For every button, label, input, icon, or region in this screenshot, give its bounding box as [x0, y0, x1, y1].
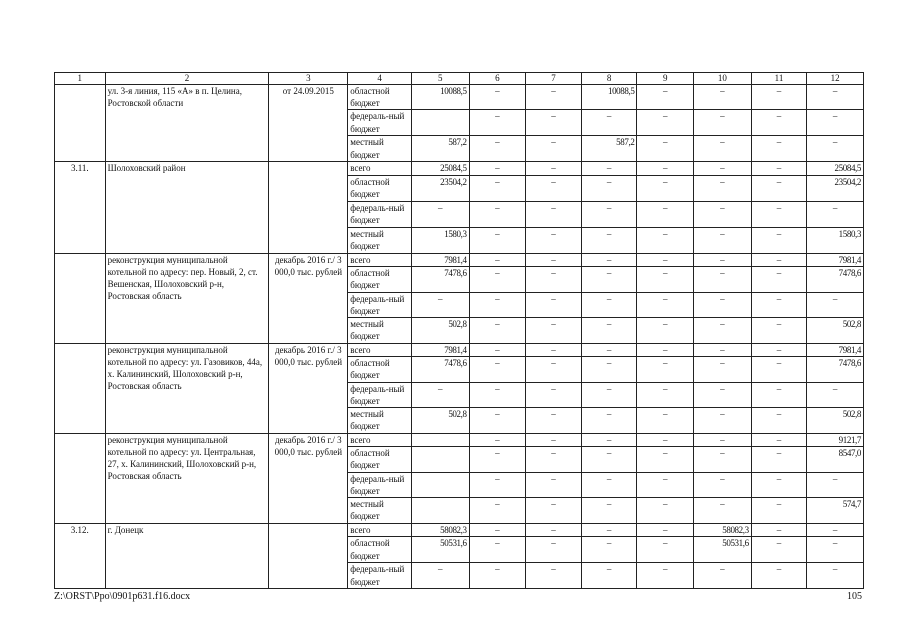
value-cell: –: [526, 433, 582, 446]
budget-table: [54, 72, 864, 589]
value-cell: –: [526, 472, 582, 497]
file-path: Z:\ORST\Ppo\0901p631.f16.docx: [54, 591, 191, 602]
value-cell: –: [637, 110, 694, 136]
funding-source: областной бюджет: [348, 356, 412, 382]
value-cell: 7478,6: [411, 266, 469, 292]
value-cell: 587,2: [411, 136, 469, 162]
value-cell: –: [751, 382, 807, 407]
column-number: 8: [581, 73, 637, 85]
value-cell: –: [807, 85, 864, 110]
value-cell: –: [694, 472, 752, 497]
value-cell: –: [694, 446, 752, 472]
value-cell: –: [469, 110, 526, 136]
value-cell: –: [637, 162, 694, 175]
value-cell: 9121,7: [807, 433, 864, 446]
value-cell: –: [469, 253, 526, 266]
value-cell: –: [807, 136, 864, 162]
column-number: 2: [105, 73, 269, 85]
value-cell: –: [526, 253, 582, 266]
value-cell: –: [581, 292, 637, 317]
value-cell: –: [694, 318, 752, 343]
value-cell: –: [469, 343, 526, 356]
deadline-cell: декабрь 2016 г./ 3 000,0 тыс. рублей: [269, 253, 348, 343]
value-cell: –: [469, 382, 526, 407]
value-cell: –: [751, 433, 807, 446]
funding-source: всего: [348, 162, 412, 175]
object-name: г. Донецк: [105, 524, 269, 589]
value-cell: –: [469, 537, 526, 563]
value-cell: –: [694, 175, 752, 201]
value-cell: –: [637, 524, 694, 537]
funding-source: местный бюджет: [348, 227, 412, 253]
value-cell: 7478,6: [807, 266, 864, 292]
value-cell: –: [637, 498, 694, 524]
value-cell: –: [469, 266, 526, 292]
value-cell: –: [581, 175, 637, 201]
value-cell: –: [751, 408, 807, 433]
value-cell: –: [637, 433, 694, 446]
value-cell: [411, 446, 469, 472]
value-cell: 50531,6: [694, 537, 752, 563]
funding-source: федераль-ный бюджет: [348, 110, 412, 136]
value-cell: –: [581, 253, 637, 266]
value-cell: 587,2: [581, 136, 637, 162]
value-cell: –: [469, 563, 526, 588]
value-cell: 25084,5: [411, 162, 469, 175]
object-name: реконструкция муниципальной котельной по адресу: ул. Центральная, 27, х. Калининский, Шолоховский р-н, Ростовская область: [105, 433, 269, 524]
funding-source: федераль-ный бюджет: [348, 563, 412, 588]
column-number: 12: [807, 73, 864, 85]
value-cell: –: [751, 85, 807, 110]
value-cell: –: [637, 382, 694, 407]
value-cell: –: [637, 318, 694, 343]
object-name: реконструкция муниципальной котельной по адресу: пер. Новый, 2, ст. Вешенская, Шолоховский р-н, Ростовская область: [105, 253, 269, 343]
value-cell: –: [807, 201, 864, 227]
value-cell: –: [581, 382, 637, 407]
value-cell: –: [526, 318, 582, 343]
value-cell: –: [581, 472, 637, 497]
funding-source: федераль-ный бюджет: [348, 472, 412, 497]
value-cell: –: [637, 253, 694, 266]
value-cell: 7981,4: [411, 343, 469, 356]
value-cell: –: [637, 446, 694, 472]
value-cell: –: [526, 110, 582, 136]
column-number: 9: [637, 73, 694, 85]
item-number: [55, 433, 106, 524]
value-cell: [411, 110, 469, 136]
value-cell: –: [694, 343, 752, 356]
funding-source: местный бюджет: [348, 136, 412, 162]
value-cell: –: [694, 110, 752, 136]
object-name: ул. 3-я линия, 115 «А» в п. Целина, Ростовской области: [105, 85, 269, 162]
value-cell: –: [694, 433, 752, 446]
object-name: Шолоховский район: [105, 162, 269, 253]
value-cell: –: [807, 537, 864, 563]
value-cell: 502,8: [807, 318, 864, 343]
funding-source: областной бюджет: [348, 266, 412, 292]
value-cell: –: [751, 524, 807, 537]
value-cell: –: [637, 175, 694, 201]
funding-source: федераль-ный бюджет: [348, 292, 412, 317]
value-cell: –: [751, 266, 807, 292]
value-cell: –: [469, 292, 526, 317]
value-cell: –: [694, 498, 752, 524]
value-cell: –: [637, 227, 694, 253]
value-cell: –: [807, 110, 864, 136]
value-cell: –: [807, 382, 864, 407]
value-cell: –: [469, 136, 526, 162]
value-cell: –: [637, 266, 694, 292]
value-cell: –: [694, 563, 752, 588]
funding-source: областной бюджет: [348, 537, 412, 563]
value-cell: –: [751, 356, 807, 382]
column-number: 3: [269, 73, 348, 85]
table-row: [55, 433, 864, 446]
value-cell: 23504,2: [807, 175, 864, 201]
value-cell: –: [526, 408, 582, 433]
value-cell: –: [469, 175, 526, 201]
value-cell: –: [526, 201, 582, 227]
value-cell: –: [694, 136, 752, 162]
value-cell: –: [581, 433, 637, 446]
value-cell: –: [526, 356, 582, 382]
column-number: 6: [469, 73, 526, 85]
value-cell: –: [751, 227, 807, 253]
value-cell: 58082,3: [411, 524, 469, 537]
table-row: [55, 253, 864, 266]
value-cell: –: [469, 201, 526, 227]
value-cell: –: [411, 382, 469, 407]
value-cell: –: [637, 292, 694, 317]
value-cell: –: [637, 537, 694, 563]
deadline-cell: декабрь 2016 г./ 3 000,0 тыс. рублей: [269, 343, 348, 433]
deadline-cell: [269, 162, 348, 253]
value-cell: –: [751, 292, 807, 317]
value-cell: 10088,5: [411, 85, 469, 110]
column-number: 1: [55, 73, 106, 85]
value-cell: –: [581, 343, 637, 356]
funding-source: всего: [348, 253, 412, 266]
value-cell: –: [469, 85, 526, 110]
value-cell: –: [751, 318, 807, 343]
value-cell: 7981,4: [807, 343, 864, 356]
funding-source: федераль-ный бюджет: [348, 382, 412, 407]
value-cell: –: [469, 498, 526, 524]
value-cell: –: [637, 563, 694, 588]
value-cell: –: [637, 85, 694, 110]
value-cell: 502,8: [411, 318, 469, 343]
value-cell: –: [526, 266, 582, 292]
value-cell: –: [751, 110, 807, 136]
value-cell: –: [637, 408, 694, 433]
value-cell: –: [751, 136, 807, 162]
value-cell: –: [526, 524, 582, 537]
value-cell: –: [581, 408, 637, 433]
value-cell: –: [526, 537, 582, 563]
value-cell: –: [751, 498, 807, 524]
deadline-cell: декабрь 2016 г./ 3 000,0 тыс. рублей: [269, 433, 348, 524]
value-cell: –: [694, 162, 752, 175]
value-cell: –: [694, 266, 752, 292]
value-cell: –: [526, 382, 582, 407]
value-cell: –: [807, 292, 864, 317]
value-cell: –: [469, 227, 526, 253]
funding-source: местный бюджет: [348, 408, 412, 433]
value-cell: –: [581, 524, 637, 537]
value-cell: –: [807, 563, 864, 588]
item-number: [55, 85, 106, 162]
value-cell: –: [469, 408, 526, 433]
item-number: 3.11.: [55, 162, 106, 253]
value-cell: 7478,6: [807, 356, 864, 382]
value-cell: –: [694, 201, 752, 227]
value-cell: –: [694, 382, 752, 407]
value-cell: 7478,6: [411, 356, 469, 382]
value-cell: –: [526, 292, 582, 317]
value-cell: –: [807, 472, 864, 497]
funding-source: всего: [348, 524, 412, 537]
funding-source: областной бюджет: [348, 175, 412, 201]
value-cell: –: [751, 537, 807, 563]
value-cell: –: [581, 162, 637, 175]
value-cell: –: [694, 227, 752, 253]
funding-source: федераль-ный бюджет: [348, 201, 412, 227]
value-cell: 7981,4: [411, 253, 469, 266]
value-cell: –: [751, 175, 807, 201]
value-cell: –: [581, 201, 637, 227]
value-cell: 574,7: [807, 498, 864, 524]
value-cell: –: [526, 227, 582, 253]
value-cell: –: [694, 292, 752, 317]
value-cell: –: [694, 356, 752, 382]
funding-source: местный бюджет: [348, 318, 412, 343]
value-cell: 7981,4: [807, 253, 864, 266]
value-cell: –: [581, 266, 637, 292]
value-cell: –: [526, 136, 582, 162]
page-number: 105: [847, 591, 862, 602]
value-cell: –: [411, 201, 469, 227]
value-cell: –: [751, 446, 807, 472]
value-cell: –: [751, 472, 807, 497]
value-cell: –: [469, 472, 526, 497]
funding-source: областной бюджет: [348, 85, 412, 110]
table-row: [55, 524, 864, 537]
value-cell: –: [581, 227, 637, 253]
value-cell: –: [581, 537, 637, 563]
item-number: 3.12.: [55, 524, 106, 589]
value-cell: 10088,5: [581, 85, 637, 110]
value-cell: [411, 472, 469, 497]
value-cell: –: [469, 318, 526, 343]
value-cell: –: [807, 524, 864, 537]
value-cell: –: [751, 201, 807, 227]
value-cell: –: [751, 343, 807, 356]
object-name: реконструкция муниципальной котельной по адресу: ул. Газовиков, 44а, х. Калининский, Шолоховский р-н, Ростовская область: [105, 343, 269, 433]
table-row: [55, 85, 864, 110]
value-cell: –: [526, 162, 582, 175]
value-cell: –: [526, 446, 582, 472]
value-cell: 502,8: [411, 408, 469, 433]
column-number-row: [55, 73, 864, 85]
value-cell: –: [526, 498, 582, 524]
value-cell: 8547,0: [807, 446, 864, 472]
funding-source: всего: [348, 433, 412, 446]
value-cell: –: [581, 446, 637, 472]
value-cell: 58082,3: [694, 524, 752, 537]
value-cell: –: [637, 356, 694, 382]
value-cell: –: [469, 162, 526, 175]
value-cell: 1580,3: [411, 227, 469, 253]
value-cell: –: [469, 446, 526, 472]
value-cell: –: [526, 175, 582, 201]
column-number: 4: [348, 73, 412, 85]
value-cell: –: [526, 85, 582, 110]
value-cell: –: [751, 253, 807, 266]
value-cell: 502,8: [807, 408, 864, 433]
deadline-cell: [269, 524, 348, 589]
value-cell: 25084,5: [807, 162, 864, 175]
value-cell: [411, 433, 469, 446]
value-cell: –: [637, 343, 694, 356]
value-cell: 23504,2: [411, 175, 469, 201]
value-cell: 50531,6: [411, 537, 469, 563]
value-cell: –: [469, 524, 526, 537]
column-number: 7: [526, 73, 582, 85]
table-row: [55, 343, 864, 356]
value-cell: –: [411, 563, 469, 588]
value-cell: –: [581, 356, 637, 382]
funding-source: местный бюджет: [348, 498, 412, 524]
value-cell: –: [751, 563, 807, 588]
deadline-cell: от 24.09.2015: [269, 85, 348, 162]
column-number: 10: [694, 73, 752, 85]
value-cell: –: [694, 408, 752, 433]
value-cell: –: [581, 498, 637, 524]
funding-source: всего: [348, 343, 412, 356]
value-cell: –: [637, 472, 694, 497]
value-cell: –: [637, 201, 694, 227]
table-row: [55, 162, 864, 175]
value-cell: –: [411, 292, 469, 317]
value-cell: –: [581, 563, 637, 588]
item-number: [55, 343, 106, 433]
column-number: 5: [411, 73, 469, 85]
value-cell: –: [637, 136, 694, 162]
item-number: [55, 253, 106, 343]
value-cell: –: [526, 343, 582, 356]
value-cell: –: [469, 356, 526, 382]
value-cell: –: [581, 318, 637, 343]
value-cell: –: [694, 85, 752, 110]
value-cell: 1580,3: [807, 227, 864, 253]
value-cell: –: [751, 162, 807, 175]
value-cell: –: [581, 110, 637, 136]
value-cell: –: [694, 253, 752, 266]
value-cell: –: [469, 433, 526, 446]
column-number: 11: [751, 73, 807, 85]
value-cell: [411, 498, 469, 524]
value-cell: –: [526, 563, 582, 588]
funding-source: областной бюджет: [348, 446, 412, 472]
